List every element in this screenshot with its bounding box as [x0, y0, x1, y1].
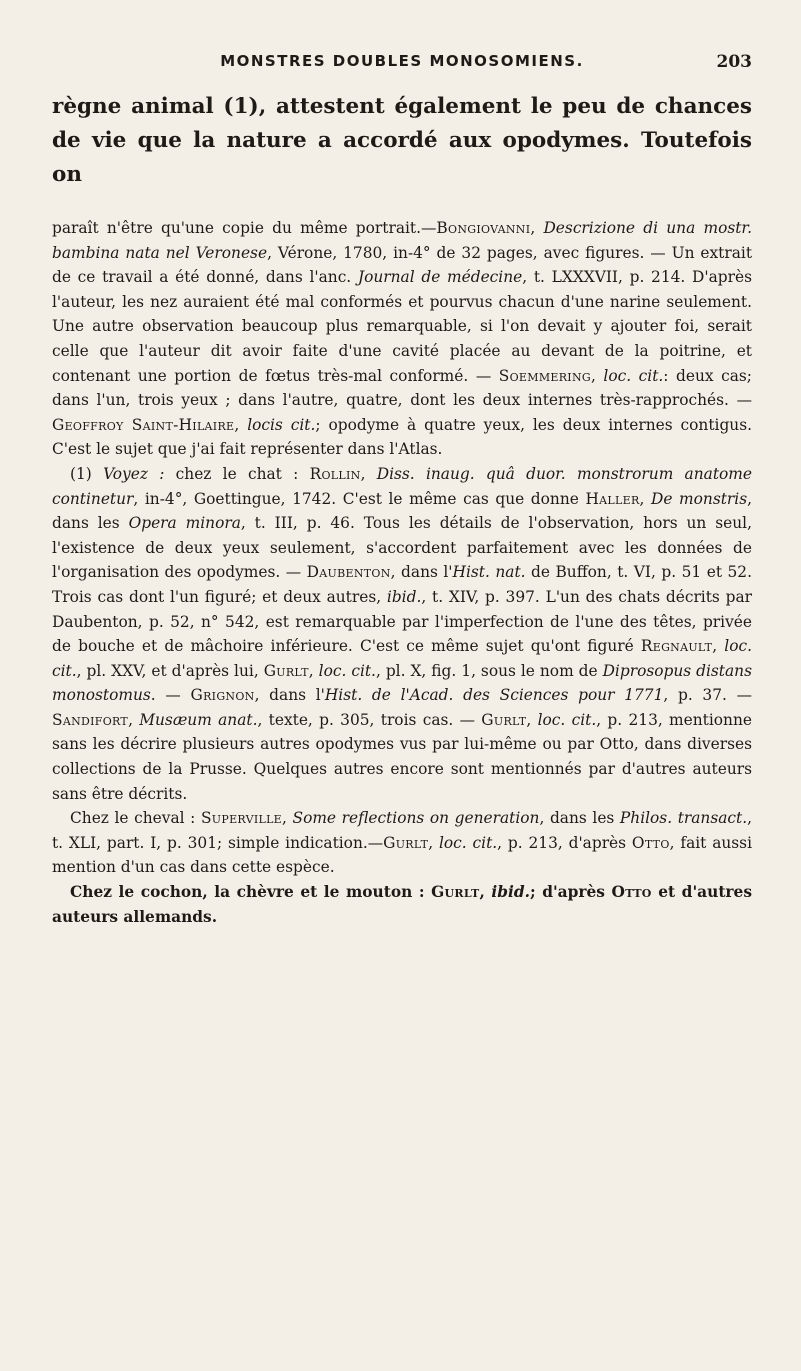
work-title: Some reflections on generation: [292, 809, 540, 828]
author-name: Gurlt: [431, 883, 480, 902]
text: , texte, p. 305, trois cas. —: [257, 710, 482, 729]
author-name: Otto: [631, 833, 670, 852]
text: , dans les: [52, 489, 752, 533]
work-title: Opera minora: [128, 514, 241, 533]
work-title: Hist. de l'Acad. des Sciences pour 1771: [324, 686, 664, 705]
footnote-continued: [52, 216, 752, 462]
text: ,: [590, 366, 604, 385]
author-name: Otto: [611, 883, 652, 902]
work-title: Diprosopus distans monostomus: [52, 661, 752, 705]
text: ,: [128, 710, 140, 729]
work-title: Diss. inaug. quâ duor. monstrorum anatome continetur: [52, 464, 752, 508]
text: , p. 37. —: [663, 686, 752, 705]
author-name: Superville: [200, 809, 283, 828]
author-name: Rollin: [309, 464, 361, 483]
text: , t. XIV, p. 397. L'un des chats décrits par Daubenton, p. 52, n° 542, est remarquable par l'imperfection de l'une des têtes, privée de bouche et de mâchoire inférieure. C'est ce même sujet qu'ont figuré: [52, 587, 752, 656]
text: , pl. XXV, et d'après lui,: [76, 661, 264, 680]
text: , t. III, p. 46. Tous les détails de l'observation, hors un seul, l'existence de deux yeux seulement, s'accordent parfaitement avec les données de l'organisation des opodymes. —: [52, 514, 752, 582]
work-title: loc. cit.: [318, 661, 376, 680]
author-name: Haller: [585, 489, 640, 508]
text: , p. 213, mentionne sans les décrire plusieurs autres opodymes vus par lui-même ou par Otto, dans diverses collections de la Prusse. Quelques autres encore sont mentionnés par d'autres auteurs sans être décrits.: [52, 710, 752, 803]
work-title: Voyez :: [103, 464, 165, 483]
running-title: MONSTRES DOUBLES MONOSOMIENS.: [220, 52, 584, 70]
author-name: Regnault: [640, 637, 713, 656]
work-title: Journal de médecine: [357, 268, 523, 287]
text: , in-4°, Goettingue, 1742. C'est le même cas que donne: [133, 489, 586, 508]
work-title: ibid.: [386, 587, 422, 606]
work-title: loc. cit.: [603, 366, 664, 385]
work-title: loc. cit.: [537, 710, 597, 729]
text: Chez le cochon, la chèvre et le mouton :: [70, 883, 432, 902]
text: et d'autres auteurs allemands.: [52, 883, 752, 926]
work-title: ibid.: [491, 883, 530, 902]
author-name: Soemmering: [498, 366, 591, 385]
text: ,: [360, 464, 377, 483]
text: , Vérone, 1780, in-4° de 32 pages, avec figures. — Un extrait de ce travail a été donné, dans l'anc.: [52, 243, 753, 287]
work-title: Hist. nat.: [452, 563, 526, 582]
author-name: Bongiovanni: [436, 219, 531, 237]
text: , p. 213, d'après: [497, 833, 632, 852]
work-title: loc. cit.: [438, 833, 498, 852]
author-name: Geoffroy Saint-Hilaire: [52, 415, 235, 434]
text: . —: [150, 686, 191, 705]
work-title: locis cit.: [247, 415, 316, 434]
page: [52, 52, 752, 929]
text: ,: [639, 489, 652, 508]
work-title: Philos. transact.: [619, 809, 748, 828]
footnote-horse: [52, 806, 752, 880]
running-header: [52, 52, 752, 82]
work-title: Musæum anat.: [139, 710, 258, 729]
author-name: Gurlt: [481, 710, 527, 729]
text: : deux cas; dans l'un, trois yeux ; dans l'autre, quatre, dont les deux internes très-rapprochés. —: [52, 366, 752, 410]
text: ,: [479, 883, 492, 902]
text: Chez le cheval :: [70, 809, 201, 828]
text: ; opodyme à quatre yeux, les deux internes contigus. C'est le sujet que j'ai fait représenter dans l'Atlas.: [52, 415, 753, 459]
work-title: Descrizione di una mostr. bambina nata nel Veronese: [52, 219, 752, 262]
work-title: loc. cit.: [52, 637, 752, 680]
text: , dans l': [390, 563, 453, 582]
work-title: De monstris: [651, 489, 748, 508]
text: ,: [308, 661, 319, 680]
text: (1): [70, 464, 104, 483]
text: ,: [234, 415, 248, 434]
text: , dans l': [254, 686, 325, 705]
text: , pl. X, fig. 1, sous le nom de: [375, 661, 603, 680]
text: ,: [282, 809, 293, 828]
text: ,: [530, 219, 544, 237]
footnotes: [52, 216, 752, 929]
text: ; d'après: [529, 883, 612, 902]
text: de Buffon, t. VI, p. 51 et 52. Trois cas dont l'un figuré; et deux autres,: [52, 563, 752, 606]
text: ,: [428, 833, 439, 852]
footnote-pig-goat-sheep: [52, 880, 752, 929]
author-name: Gurlt: [263, 661, 309, 680]
author-name: Sandifort: [52, 710, 129, 729]
page-number: 203: [716, 52, 752, 72]
main-text-continuation: règne animal (1), attestent également le peu de chances de vie que la nature a accordé aux opodymes. Toutefois on: [52, 94, 752, 187]
text: , t. XLI, part. I, p. 301; simple indication.—: [52, 809, 752, 852]
text: paraît n'être qu'une copie du même portrait.—: [52, 219, 437, 237]
author-name: Daubenton: [306, 563, 391, 582]
text: , dans les: [539, 809, 620, 828]
author-name: Gurlt: [383, 833, 429, 852]
text: , fait aussi mention d'un cas dans cette espèce.: [52, 833, 753, 877]
footnote-1: [52, 462, 752, 806]
author-name: Grignon: [190, 686, 255, 705]
text: chez le chat :: [164, 464, 310, 483]
text: ,: [712, 637, 725, 656]
text: , t. LXXXVII, p. 214. D'après l'auteur, les nez auraient été mal conformés et pourvus chacun d'une narine seulement. Une autre observation beaucoup plus remarquable, si l'on devait y ajouter foi, serait celle que l'auteur dit avoir faite d'une cavité placée au devant de la poitrine, et contenant une portion de fœtus très-mal conformé. —: [52, 268, 753, 385]
text: ,: [526, 710, 538, 729]
